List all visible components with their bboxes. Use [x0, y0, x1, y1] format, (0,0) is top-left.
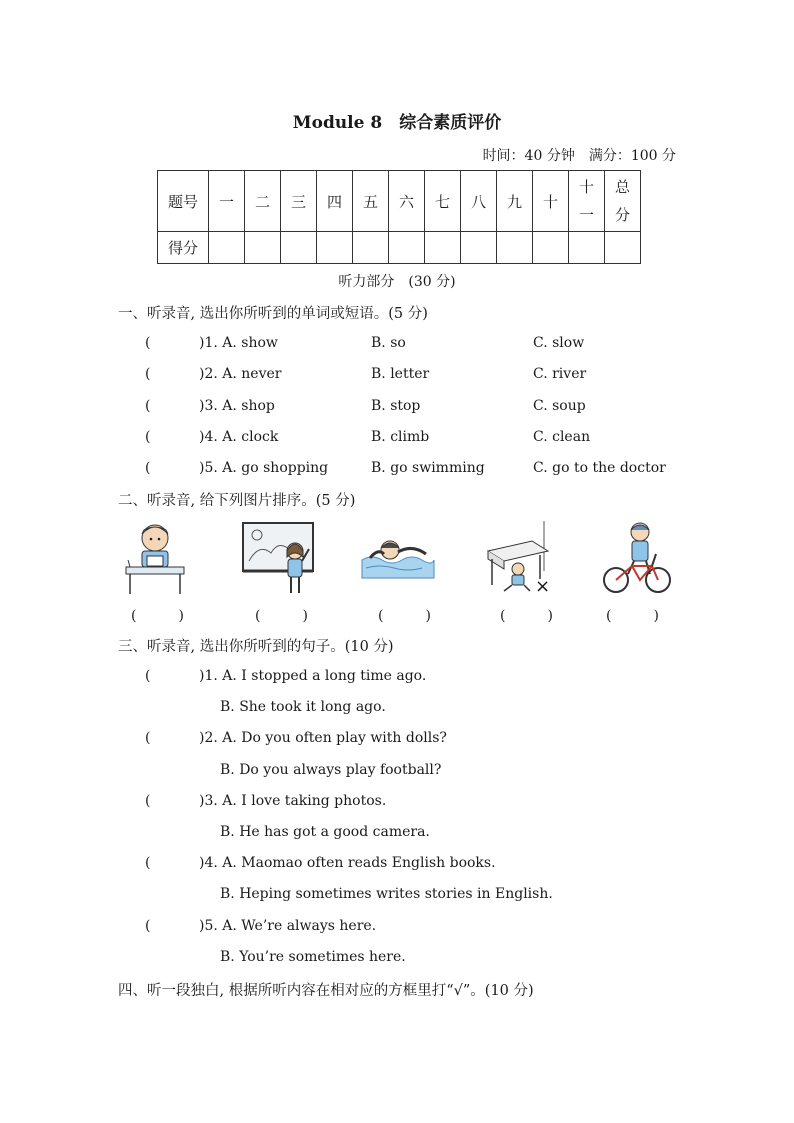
girl-blackboard-picture [241, 521, 317, 597]
s1-q2-b: B. letter [371, 366, 430, 382]
s1-q2-c: C. river [533, 366, 587, 382]
col-total [605, 171, 641, 232]
score-cell[interactable] [389, 232, 425, 264]
col-7: 七 [425, 171, 461, 232]
picture-answer-1[interactable]: ( ) [131, 608, 184, 624]
col-11-top: 十 [578, 178, 594, 196]
col-9: 九 [497, 171, 533, 232]
answer-paren[interactable]: ( [145, 730, 151, 746]
boy-riding-bike-picture [600, 518, 674, 596]
score-cell[interactable] [353, 232, 389, 264]
s1-q5-c: C. go to the doctor [533, 460, 666, 476]
answer-paren[interactable]: ( [145, 460, 151, 476]
picture-answer-5[interactable]: ( ) [606, 608, 659, 624]
s3-q4-a: )4. A. Maomao often reads English books. [199, 855, 496, 871]
col-2: 二 [245, 171, 281, 232]
s1-q4-c: C. clean [533, 429, 591, 445]
picture-answer-3[interactable]: ( ) [378, 608, 431, 624]
picture-answer-4[interactable]: ( ) [500, 608, 553, 624]
answer-paren[interactable]: ( [145, 366, 151, 382]
col-11-bottom: 一 [578, 206, 594, 224]
score-cell[interactable] [497, 232, 533, 264]
col-8: 八 [461, 171, 497, 232]
col-total-bottom: 分 [614, 206, 630, 224]
col-total-top: 总 [614, 178, 630, 196]
s1-q1-b: B. so [371, 335, 406, 351]
score-cell[interactable] [569, 232, 605, 264]
s3-q4-b: B. Heping sometimes writes stories in English. [220, 886, 553, 902]
row2-label: 得分 [158, 232, 209, 264]
score-cell[interactable] [317, 232, 353, 264]
score-cell[interactable] [209, 232, 245, 264]
s3-q1-a: )1. A. I stopped a long time ago. [199, 668, 427, 684]
listening-heading: 听力部分 (30 分) [338, 274, 456, 290]
col-4: 四 [317, 171, 353, 232]
answer-paren[interactable]: ( [145, 429, 151, 445]
answer-paren[interactable]: ( [145, 668, 151, 684]
score-cell[interactable] [281, 232, 317, 264]
score-cell[interactable] [461, 232, 497, 264]
s1-q3-a: )3. A. shop [199, 398, 275, 414]
section1-heading: 一、听录音, 选出你所听到的单词或短语。(5 分) [118, 306, 428, 322]
col-10: 十 [533, 171, 569, 232]
s3-q2-b: B. Do you always play football? [220, 762, 442, 778]
section4-heading: 四、听一段独白, 根据所听内容在相对应的方框里打“√”。(10 分) [118, 983, 534, 999]
score-table [157, 170, 641, 264]
col-1: 一 [209, 171, 245, 232]
s1-q5-b: B. go swimming [371, 460, 485, 476]
s1-q1-a: )1. A. show [199, 335, 278, 351]
s3-q3-b: B. He has got a good camera. [220, 824, 430, 840]
s1-q4-b: B. climb [371, 429, 430, 445]
s3-q5-b: B. You’re sometimes here. [220, 949, 406, 965]
score-cell[interactable] [605, 232, 641, 264]
s3-q5-a: )5. A. We’re always here. [199, 918, 377, 934]
s1-q4-a: )4. A. clock [199, 429, 279, 445]
col-6: 六 [389, 171, 425, 232]
boy-reading-picture [120, 518, 190, 596]
s1-q3-c: C. soup [533, 398, 586, 414]
s3-q1-b: B. She took it long ago. [220, 699, 386, 715]
header-label: 题号 [158, 171, 209, 232]
answer-paren[interactable]: ( [145, 335, 151, 351]
s3-q2-a: )2. A. Do you often play with dolls? [199, 730, 447, 746]
s1-q5-a: )5. A. go shopping [199, 460, 329, 476]
s1-q2-a: )2. A. never [199, 366, 282, 382]
section3-heading: 三、听录音, 选出你所听到的句子。(10 分) [118, 639, 394, 655]
picture-answer-2[interactable]: ( ) [255, 608, 308, 624]
answer-paren[interactable]: ( [145, 793, 151, 809]
score-cell[interactable] [245, 232, 281, 264]
section2-heading: 二、听录音, 给下列图片排序。(5 分) [118, 493, 356, 509]
col-5: 五 [353, 171, 389, 232]
s1-q1-c: C. slow [533, 335, 585, 351]
answer-paren[interactable]: ( [145, 918, 151, 934]
col-3: 三 [281, 171, 317, 232]
boy-swimming-picture [360, 530, 436, 582]
cross-mark-icon: × [535, 576, 551, 597]
s1-q3-b: B. stop [371, 398, 421, 414]
score-cell[interactable] [533, 232, 569, 264]
score-cell[interactable] [425, 232, 461, 264]
answer-paren[interactable]: ( [145, 855, 151, 871]
col-11 [569, 171, 605, 232]
page-title: Module 8 综合素质评价 [292, 113, 502, 133]
answer-paren[interactable]: ( [145, 398, 151, 414]
s3-q3-a: )3. A. I love taking photos. [199, 793, 387, 809]
time-info: 时间：40 分钟 满分：100 分 [482, 148, 676, 164]
